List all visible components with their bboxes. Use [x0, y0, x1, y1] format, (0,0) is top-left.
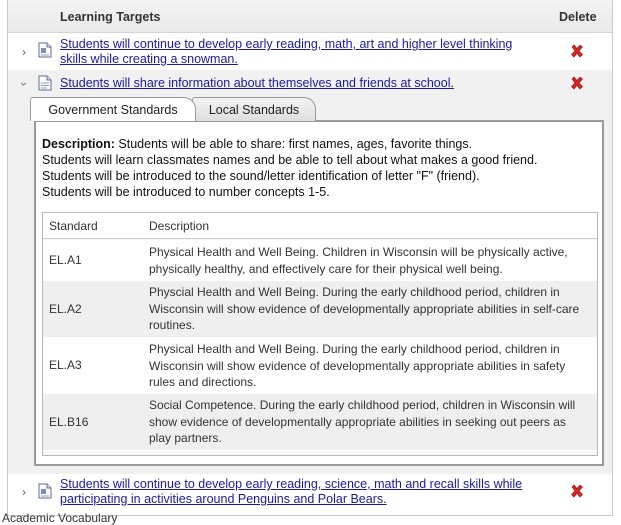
standard-column-header: Standard — [49, 219, 98, 233]
standard-description: Physical Health and Well Being. During the early childhood period, children in Wisconsin will show evidence of developmentally appropriate abilities in safety rules and directions. — [149, 342, 566, 389]
description-line: Students will be introduced to the sound/letter identification of letter "F" (friend). — [42, 169, 480, 183]
tab-label: Local Standards — [208, 103, 300, 117]
table-header — [8, 0, 612, 33]
target-link[interactable]: Students will continue to develop early reading, math, art and higher level thinking skills while creating a snowman. — [60, 37, 513, 66]
tab-local-standards[interactable] — [192, 97, 316, 121]
standard-description: Physcial Health and Well Being. During the early childhood period, children in Wisconsin will show evidence of developmentally appropriate abilities in self-care routines. — [149, 285, 580, 332]
description-block — [42, 136, 598, 200]
table-row — [43, 240, 597, 281]
expand-icon[interactable]: › — [22, 485, 26, 499]
tab-content — [34, 120, 604, 466]
table-row — [43, 394, 597, 451]
delete-icon[interactable] — [570, 484, 584, 498]
target-link[interactable]: Students will continue to develop early reading, science, math and recall skills while participating in activities around Penguins and Polar Bears. — [60, 477, 523, 506]
target-link[interactable]: Students will share information about themselves and friends at school. — [60, 76, 454, 90]
document-icon — [38, 483, 52, 499]
tab-government-standards[interactable] — [30, 97, 196, 121]
delete-icon[interactable] — [570, 44, 584, 58]
tab-label: Government Standards — [48, 103, 178, 117]
description-line: Students will learn classmates names and be able to tell about what makes a good friend. — [42, 153, 538, 167]
standard-code: EL.B16 — [49, 415, 89, 429]
standard-description: Physical Health and Well Being. Children in Wisconsin will be physically active, physically healthy, and effectively care for their physical well being. — [149, 245, 568, 276]
delete-icon[interactable] — [570, 76, 584, 90]
document-icon — [38, 75, 52, 91]
document-icon — [38, 42, 52, 58]
collapse-icon[interactable]: › — [17, 82, 31, 86]
description-label: Description: — [42, 137, 115, 151]
description-line: Students will be introduced to number concepts 1-5. — [42, 185, 330, 199]
standards-table — [42, 212, 598, 456]
section-heading-partial: Academic Vocabulary — [2, 511, 118, 525]
standards-table-header — [43, 213, 597, 239]
standard-code: EL.A1 — [49, 253, 82, 267]
table-row — [43, 281, 597, 338]
target-row — [8, 474, 612, 511]
learning-targets-panel — [7, 0, 613, 516]
description-column-header: Description — [149, 219, 210, 233]
standards-tabs — [30, 97, 600, 121]
expand-icon[interactable]: › — [22, 45, 26, 59]
standard-code: EL.A2 — [49, 302, 82, 316]
target-row — [8, 33, 612, 70]
table-row — [43, 338, 597, 394]
description-line: Students will be able to share: first names, ages, favorite things. — [118, 137, 473, 151]
delete-header: Delete — [559, 10, 597, 24]
standard-code: EL.A3 — [49, 358, 82, 372]
standard-description: Social Competence. During the early childhood period, children in Wisconsin will show evidence of developmentally appropriate abilities in seeking out peers as play partners. — [149, 398, 576, 445]
learning-targets-header: Learning Targets — [60, 10, 161, 24]
